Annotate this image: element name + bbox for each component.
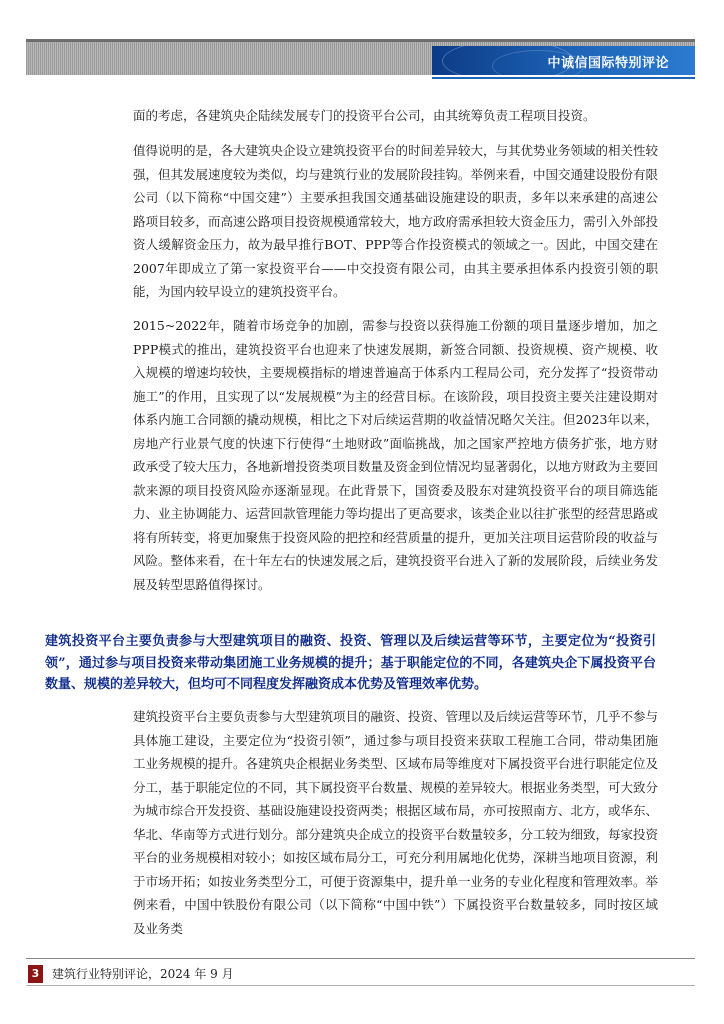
footer-divider [26,958,695,959]
footer-bottom-line [26,985,695,986]
header-top-line [26,39,695,42]
key-point-highlight: 建筑投资平台主要负责参与大型建筑项目的融资、投资、管理以及后续运营等环节，主要定位为“投资引领”，通过参与项目投资来带动集团施工业务规模的提升；基于职能定位的不同，各建筑央企下属投资平台数量、规模的差异较大，但均可不同程度发挥融资成本优势及管理效率优势。 [45,634,656,692]
paragraph-3: 2015~2022年，随着市场竞争的加剧，需参与投资以获得施工份额的项目量逐步增加，加之PPP模式的推出，建筑投资平台也迎来了快速发展期，新签合同额、投资规模、资产规模、收入规模的增速均较快，主要规模指标的增速普遍高于体系内工程局公司，充分发挥了“投资带动施工”的作用，且实现了以“发展规模”为主的经营目标。在该阶段，项目投资主要关注建设期对体系内施工合同额的撬动规模，相比之下对后续运营期的收益情况略欠关注。但2023年以来，房地产行业景气度的快速下行使得“土地财政”面临挑战，加之国家严控地方债务扩张，地方财政承受了较大压力，各地新增投资类项目数量及资金到位情况均显著弱化，以地方财政为主要回款来源的项目投资风险亦逐渐显现。在此背景下，国资委及股东对建筑投资平台的项目筛选能力、业主协调能力、运营回款管理能力等均提出了更高要求，该类企业以往扩张型的经营思路或将有所转变，将更加聚焦于投资风险的把控和经营质量的提升，更加关注项目运营阶段的收益与风险。整体来看，在十年左右的快速发展之后，建筑投资平台进入了新的发展阶段，后续业务发展及转型思路值得探讨。 [133,318,659,592]
page-number-badge: 3 [28,965,43,983]
header-underline [432,77,695,79]
header-brand-banner [432,46,695,75]
paragraph-1: 面的考虑，各建筑央企陆续发展专门的投资平台公司，由其统筹负责工程项目投资。 [133,108,596,123]
paragraph-2: 值得说明的是，各大建筑央企设立建筑投资平台的时间差异较大，与其优势业务领域的相关性较强，但其发展速度较为类似，均与建筑行业的发展阶段挂钩。举例来看，中国交通建设股份有限公司（以下简称“中国交建”）主要承担我国交通基础设施建设的职责，多年以来承建的高速公路项目较多，而高速公路项目投资规模通常较大，地方政府需承担较大资金压力，需引入外部投资人缓解资金压力，故为最早推行BOT、PPP等合作投资模式的领域之一。因此，中国交建在2007年即成立了第一家投资平台——中交投资有限公司，由其主要承担体系内投资引领的职能，为国内较早设立的建筑投资平台。 [133,143,659,299]
paragraph-5: 建筑投资平台主要负责参与大型建筑项目的融资、投资、管理以及后续运营等环节，几乎不参与具体施工建设，主要定位为“投资引领”，通过参与项目投资来获取工程施工合同，带动集团施工业务规模的提升。各建筑央企根据业务类型、区域布局等维度对下属投资平台进行职能定位及分工，基于职能定位的不同，其下属投资平台数量、规模的差异较大。根据业务类型，可大致分为城市综合开发投资、基础设施建设投资两类；根据区域布局，亦可按照南方、北方，或华东、华北、华南等方式进行划分。部分建筑央企成立的投资平台数量较多，分工较为细致，每家投资平台的业务规模相对较小；如按区域布局分工，可充分利用属地化优势，深耕当地项目资源，利于市场开拓；如按业务类型分工，可便于资源集中，提升单一业务的专业化程度和管理效率。举例来看，中国中铁股份有限公司（以下简称“中国中铁”）下属投资平台数量较多，同时按区域及业务类 [133,709,659,936]
header-title: 中诚信国际特别评论 [547,56,669,71]
footer-publication: 建筑行业特别评论，2024 年 9 月 [52,967,234,981]
